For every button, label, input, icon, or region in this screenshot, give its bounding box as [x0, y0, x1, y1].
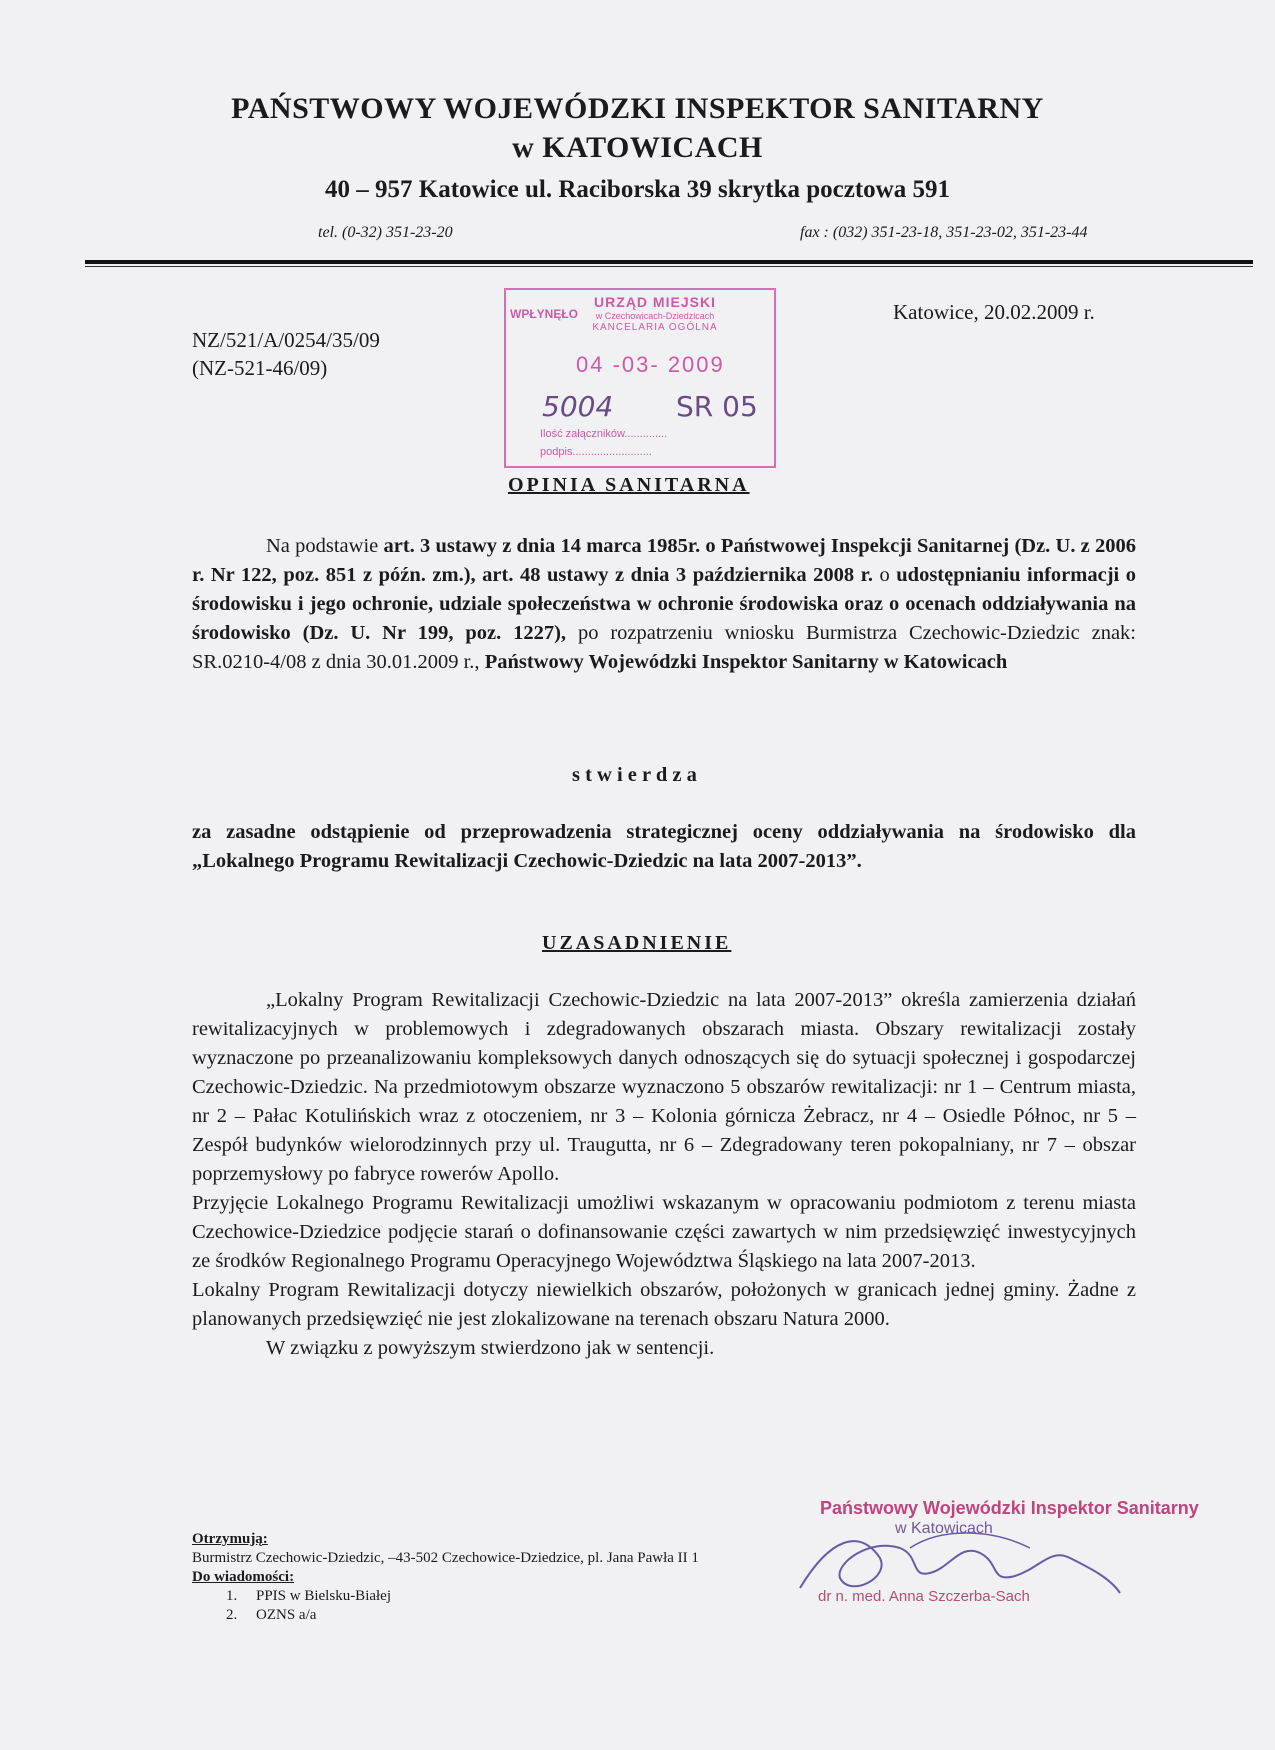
- stamp-attachments-line: Ilość załączników..............: [540, 428, 668, 440]
- stamp-signature-line: podpis..........................: [540, 446, 652, 458]
- reference-number-secondary: (NZ-521-46/09): [192, 356, 328, 380]
- text-segment: o: [872, 564, 897, 586]
- header-divider: [85, 260, 1253, 264]
- document-date: Katowice, 20.02.2009 r.: [893, 300, 1095, 324]
- stwierdza-heading: s t w i e r d z a: [572, 764, 697, 786]
- decision-paragraph: za zasadne odstąpienie od przeprowadzenia strategicznej oceny oddziaływania na środowisko dla „Lokalnego Programu Rewitalizacji Czechowic-Dziedzic na lata 2007-2013”.: [192, 821, 1136, 872]
- fax: fax : (032) 351-23-18, 351-23-02, 351-23-44: [800, 224, 1088, 241]
- justification-paragraph: Lokalny Program Rewitalizacji dotyczy niewielkich obszarów, położonych w granicach jednej gminy. Żadne z planowanych przedsięwzięć nie jest zlokalizowane na terenach obszaru Natura 2000.: [192, 1279, 1136, 1330]
- authority-name: Państwowy Wojewódzki Inspektor Sanitarny w Katowicach: [484, 651, 1008, 673]
- cc-item: [192, 1587, 699, 1606]
- signature-stamp-city: w Katowicach: [895, 1520, 993, 1537]
- stamp-handwritten-number: 5004: [542, 390, 614, 423]
- justification-conclusion: W związku z powyższym stwierdzono jak w sentencji.: [266, 1337, 715, 1359]
- signatory-name: dr n. med. Anna Szczerba-Sach: [818, 1588, 1030, 1605]
- signature-stamp-title: Państwowy Wojewódzki Inspektor Sanitarny: [820, 1498, 1199, 1518]
- justification-body: [192, 986, 1136, 1363]
- institution-name: PAŃSTWOWY WOJEWÓDZKI INSPEKTOR SANITARNY: [231, 92, 1044, 125]
- stamp-city: w Czechowicach-Dziedzicach: [595, 311, 715, 321]
- text-segment: Na podstawie: [266, 535, 384, 557]
- reference-block: [192, 326, 380, 382]
- cc-recipient: OZNS a/a: [256, 1607, 317, 1623]
- received-stamp: [504, 288, 776, 468]
- cc-label: Do wiadomości:: [192, 1569, 295, 1585]
- justification-paragraph: Przyjęcie Lokalnego Programu Rewitalizacji umożliwi wskazanym w opracowaniu podmiotom z terenu miasta Czechowice-Dziedzice podjęcie starań o dofinansowanie części zawartych w nim przedsięwzięć inwestycyjnych ze środków Regionalnego Programu Operacyjnego Województwa Śląskiego na lata 2007-2013.: [192, 1192, 1136, 1272]
- header-divider-thin: [85, 266, 1253, 267]
- cc-number: 1.: [226, 1588, 238, 1604]
- cc-recipient: PPIS w Bielsku-Białej: [256, 1588, 392, 1604]
- recipient: Burmistrz Czechowic-Dziedzic, –43-502 Czechowice-Dziedzice, pl. Jana Pawła II 1: [192, 1550, 699, 1566]
- institution-address: 40 – 957 Katowice ul. Raciborska 39 skrytka pocztowa 591: [325, 176, 950, 203]
- cc-number: 2.: [226, 1607, 238, 1623]
- recipients-label: Otrzymują:: [192, 1531, 268, 1547]
- stamp-side-text: WPŁYNĘŁO: [510, 307, 578, 321]
- justification-paragraph: „Lokalny Program Rewitalizacji Czechowic-Dziedzic na lata 2007-2013” określa zamierzenia działań rewitalizacyjnych w problemowych i zdegradowanych obszarach miasta. Obszary rewitalizacji zostały wyznaczone po przeanalizowaniu kompleksowych danych odnoszących się do sytuacji społecznej i gospodarczej Czechowic-Dziedzic. Na przedmiotowym obszarze wyznaczono 5 obszarów rewitalizacji: nr 1 – Centrum miasta, nr 2 – Pałac Kotulińskich wraz z otoczeniem, nr 3 – Kolonia górnicza Żebracz, nr 4 – Osiedle Północ, nr 5 – Zespół budynków wielorodzinnych przy ul. Traugutta, nr 6 – Zdegradowany teren pokopalniany, nr 7 – obszar poprzemysłowy po fabryce rowerów Apollo.: [192, 989, 1136, 1185]
- institution-city: w KATOWICACH: [512, 131, 763, 164]
- legal-reference: udostępnianiu informacji o środowisku i jego ochronie, udziale społeczeństwa w ochronie środowiska oraz o ocenach oddziaływania na środowisko (Dz. U. Nr 199, poz. 1227),: [192, 564, 1136, 644]
- recipients-block: [192, 1530, 699, 1625]
- telephone: tel. (0-32) 351-23-20: [318, 224, 453, 241]
- document-title: OPINIA SANITARNA: [508, 474, 750, 496]
- legal-basis-paragraph: [192, 532, 1136, 677]
- justification-heading: UZASADNIENIE: [542, 932, 732, 954]
- stamp-received-date: 04 -03- 2009: [576, 352, 725, 377]
- cc-item: [192, 1606, 699, 1625]
- stamp-handwritten-code: SR 05: [676, 390, 758, 423]
- legal-reference: art. 3 ustawy z dnia 14 marca 1985r. o Państwowej Inspekcji Sanitarnej (Dz. U. z 2006 r. Nr 122, poz. 851 z późn. zm.), art. 48 ustawy z dnia 3 października 2008 r.: [192, 535, 1136, 586]
- stamp-office: URZĄD MIEJSKI: [594, 294, 716, 310]
- text-segment: po rozpatrzeniu wniosku Burmistrza Czechowic-Dziedzic znak: SR.0210-4/08 z dnia 30.01.2009 r.,: [192, 622, 1136, 673]
- reference-number: NZ/521/A/0254/35/09: [192, 328, 380, 352]
- stamp-department: KANCELARIA OGÓLNA: [592, 322, 718, 333]
